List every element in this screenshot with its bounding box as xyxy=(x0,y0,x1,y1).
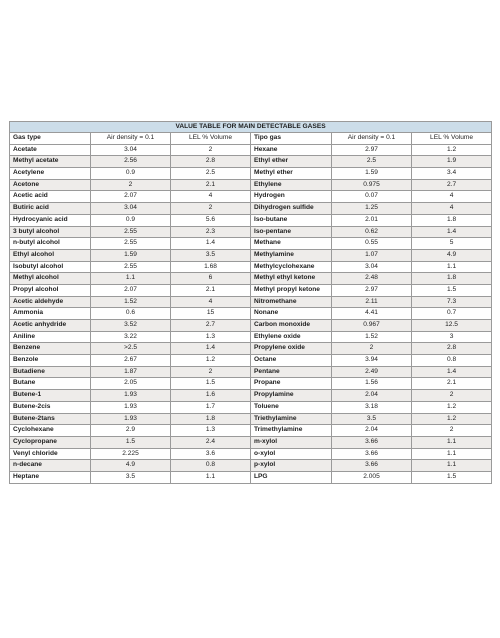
lel-volume-cell: 4 xyxy=(412,203,492,215)
gas-name-cell: Methyl ethyl ketone xyxy=(251,273,332,285)
gas-name-cell: Cyclopropane xyxy=(10,436,91,448)
air-density-cell: 3.94 xyxy=(332,355,412,367)
lel-volume-cell: 1.4 xyxy=(412,366,492,378)
gas-name-cell: Propylene oxide xyxy=(251,343,332,355)
table-row xyxy=(10,249,492,261)
gas-value-table xyxy=(9,121,492,484)
lel-volume-cell: 6 xyxy=(171,273,251,285)
gas-name-cell: Acetone xyxy=(10,179,91,191)
gas-name-cell: Ethyl ether xyxy=(251,156,332,168)
air-density-cell: 2.49 xyxy=(332,366,412,378)
air-density-cell: 1.52 xyxy=(91,296,171,308)
gas-name-cell: Methyl acetate xyxy=(10,156,91,168)
air-density-cell: 2.97 xyxy=(332,144,412,156)
lel-volume-cell: 2.8 xyxy=(171,156,251,168)
air-density-cell: 2.55 xyxy=(91,226,171,238)
lel-volume-cell: 1.9 xyxy=(412,156,492,168)
lel-volume-cell: 1.4 xyxy=(171,343,251,355)
lel-volume-cell: 3.5 xyxy=(171,249,251,261)
lel-volume-cell: 1.3 xyxy=(171,425,251,437)
gas-name-cell: Ethylene oxide xyxy=(251,331,332,343)
air-density-cell: 2.55 xyxy=(91,238,171,250)
lel-volume-cell: 1.6 xyxy=(171,390,251,402)
gas-name-cell: Pentane xyxy=(251,366,332,378)
gas-name-cell: Iso-butane xyxy=(251,214,332,226)
gas-name-cell: Ammonia xyxy=(10,308,91,320)
gas-name-cell: Propylamine xyxy=(251,390,332,402)
gas-name-cell: n-decane xyxy=(10,460,91,472)
lel-volume-cell: 2.5 xyxy=(171,168,251,180)
header-lel-volume: LEL % Volume xyxy=(171,133,251,145)
table-row xyxy=(10,331,492,343)
air-density-cell: 3.04 xyxy=(91,203,171,215)
air-density-cell: 1.25 xyxy=(332,203,412,215)
table-row xyxy=(10,203,492,215)
air-density-cell: 2.9 xyxy=(91,425,171,437)
gas-name-cell: Methylamine xyxy=(251,249,332,261)
lel-volume-cell: 2 xyxy=(171,203,251,215)
lel-volume-cell: 2 xyxy=(171,144,251,156)
air-density-cell: 1.93 xyxy=(91,413,171,425)
lel-volume-cell: 1.1 xyxy=(412,261,492,273)
air-density-cell: 0.6 xyxy=(91,308,171,320)
gas-name-cell: Nonane xyxy=(251,308,332,320)
gas-name-cell: Triethylamine xyxy=(251,413,332,425)
lel-volume-cell: 7.3 xyxy=(412,296,492,308)
gas-name-cell: Acetic acid xyxy=(10,191,91,203)
table-row xyxy=(10,179,492,191)
gas-name-cell: Methane xyxy=(251,238,332,250)
gas-name-cell: Hydrocyanic acid xyxy=(10,214,91,226)
header-tipo-gas: Tipo gas xyxy=(251,133,332,145)
air-density-cell: 0.975 xyxy=(332,179,412,191)
air-density-cell: 3.66 xyxy=(332,460,412,472)
lel-volume-cell: 0.8 xyxy=(412,355,492,367)
lel-volume-cell: 2.7 xyxy=(171,320,251,332)
air-density-cell: 3.52 xyxy=(91,320,171,332)
air-density-cell: 1.5 xyxy=(91,436,171,448)
lel-volume-cell: 1.4 xyxy=(171,238,251,250)
gas-name-cell: Benzene xyxy=(10,343,91,355)
table-row xyxy=(10,296,492,308)
gas-name-cell: Dihydrogen sulfide xyxy=(251,203,332,215)
lel-volume-cell: 2.1 xyxy=(171,179,251,191)
air-density-cell: 3.22 xyxy=(91,331,171,343)
lel-volume-cell: 2.3 xyxy=(171,226,251,238)
lel-volume-cell: 12.5 xyxy=(412,320,492,332)
gas-name-cell: p-xylol xyxy=(251,460,332,472)
table-row xyxy=(10,390,492,402)
air-density-cell: 1.93 xyxy=(91,390,171,402)
gas-name-cell: Butiric acid xyxy=(10,203,91,215)
air-density-cell: 1.52 xyxy=(332,331,412,343)
lel-volume-cell: 15 xyxy=(171,308,251,320)
gas-name-cell: Hydrogen xyxy=(251,191,332,203)
lel-volume-cell: 1.1 xyxy=(412,448,492,460)
lel-volume-cell: 1.3 xyxy=(171,331,251,343)
gas-name-cell: Methylcyclohexane xyxy=(251,261,332,273)
table-row xyxy=(10,144,492,156)
air-density-cell: 3.18 xyxy=(332,401,412,413)
gas-name-cell: Heptane xyxy=(10,471,91,483)
table-row xyxy=(10,343,492,355)
header-air-density-2: Air density = 0.1 xyxy=(332,133,412,145)
gas-name-cell: Acetic anhydride xyxy=(10,320,91,332)
gas-name-cell: Carbon monoxide xyxy=(251,320,332,332)
lel-volume-cell: 2 xyxy=(412,390,492,402)
gas-name-cell: Butene-2tans xyxy=(10,413,91,425)
gas-name-cell: n-butyl alcohol xyxy=(10,238,91,250)
header-lel-volume-2: LEL % Volume xyxy=(412,133,492,145)
table-row xyxy=(10,238,492,250)
gas-name-cell: Butene-1 xyxy=(10,390,91,402)
gas-name-cell: Toluene xyxy=(251,401,332,413)
air-density-cell: 4.41 xyxy=(332,308,412,320)
table-row xyxy=(10,401,492,413)
lel-volume-cell: 2.7 xyxy=(412,179,492,191)
table-row xyxy=(10,320,492,332)
table-row xyxy=(10,168,492,180)
gas-name-cell: Propane xyxy=(251,378,332,390)
lel-volume-cell: 2.1 xyxy=(412,378,492,390)
lel-volume-cell: 1.5 xyxy=(412,284,492,296)
table-row xyxy=(10,413,492,425)
air-density-cell: 2.01 xyxy=(332,214,412,226)
gas-name-cell: Nitromethane xyxy=(251,296,332,308)
gas-name-cell: Propyl alcohol xyxy=(10,284,91,296)
table-row xyxy=(10,308,492,320)
gas-name-cell: Acetic aldehyde xyxy=(10,296,91,308)
lel-volume-cell: 4 xyxy=(171,296,251,308)
gas-name-cell: Butadiene xyxy=(10,366,91,378)
air-density-cell: 2.225 xyxy=(91,448,171,460)
air-density-cell: 1.93 xyxy=(91,401,171,413)
gas-name-cell: Iso-pentane xyxy=(251,226,332,238)
gas-name-cell: Ethylene xyxy=(251,179,332,191)
lel-volume-cell: 2.4 xyxy=(171,436,251,448)
gas-name-cell: m-xylol xyxy=(251,436,332,448)
air-density-cell: 1.07 xyxy=(332,249,412,261)
air-density-cell: 0.967 xyxy=(332,320,412,332)
air-density-cell: 3.5 xyxy=(332,413,412,425)
table-row xyxy=(10,425,492,437)
air-density-cell: 1.56 xyxy=(332,378,412,390)
air-density-cell: 2 xyxy=(91,179,171,191)
gas-name-cell: Cyclohexane xyxy=(10,425,91,437)
lel-volume-cell: 0.7 xyxy=(412,308,492,320)
table-header-row xyxy=(10,133,492,145)
gas-name-cell: o-xylol xyxy=(251,448,332,460)
gas-name-cell: Venyl chloride xyxy=(10,448,91,460)
table-row xyxy=(10,436,492,448)
gas-name-cell: Butane xyxy=(10,378,91,390)
lel-volume-cell: 2.8 xyxy=(412,343,492,355)
air-density-cell: 2.55 xyxy=(91,261,171,273)
gas-name-cell: Acetate xyxy=(10,144,91,156)
air-density-cell: 2.07 xyxy=(91,284,171,296)
air-density-cell: 1.59 xyxy=(91,249,171,261)
air-density-cell: 0.07 xyxy=(332,191,412,203)
lel-volume-cell: 4 xyxy=(412,191,492,203)
lel-volume-cell: 4.9 xyxy=(412,249,492,261)
air-density-cell: 3.5 xyxy=(91,471,171,483)
gas-name-cell: Octane xyxy=(251,355,332,367)
gas-name-cell: Ethyl alcohol xyxy=(10,249,91,261)
table-row xyxy=(10,378,492,390)
table-title-row xyxy=(10,122,492,133)
table-row xyxy=(10,156,492,168)
air-density-cell: 2.48 xyxy=(332,273,412,285)
air-density-cell: 2.05 xyxy=(91,378,171,390)
air-density-cell: 3.66 xyxy=(332,448,412,460)
gas-name-cell: Acetylene xyxy=(10,168,91,180)
air-density-cell: 1.1 xyxy=(91,273,171,285)
air-density-cell: 2.56 xyxy=(91,156,171,168)
table-row xyxy=(10,214,492,226)
air-density-cell: 3.66 xyxy=(332,436,412,448)
lel-volume-cell: 2 xyxy=(412,425,492,437)
lel-volume-cell: 1.2 xyxy=(412,401,492,413)
gas-name-cell: Methyl alcohol xyxy=(10,273,91,285)
table-row xyxy=(10,366,492,378)
lel-volume-cell: 1.4 xyxy=(412,226,492,238)
lel-volume-cell: 4 xyxy=(171,191,251,203)
lel-volume-cell: 3.4 xyxy=(412,168,492,180)
air-density-cell: 3.04 xyxy=(332,261,412,273)
air-density-cell: 2.07 xyxy=(91,191,171,203)
air-density-cell: 2.5 xyxy=(332,156,412,168)
lel-volume-cell: 1.5 xyxy=(412,471,492,483)
air-density-cell: 2 xyxy=(332,343,412,355)
table-row xyxy=(10,191,492,203)
table-row xyxy=(10,355,492,367)
gas-name-cell: Butene-2cis xyxy=(10,401,91,413)
air-density-cell: 2.97 xyxy=(332,284,412,296)
lel-volume-cell: 1.8 xyxy=(171,413,251,425)
lel-volume-cell: 1.1 xyxy=(412,460,492,472)
air-density-cell: 0.9 xyxy=(91,168,171,180)
air-density-cell: 2.04 xyxy=(332,390,412,402)
air-density-cell: 2.11 xyxy=(332,296,412,308)
table-row xyxy=(10,448,492,460)
lel-volume-cell: 1.1 xyxy=(171,471,251,483)
table-title: VALUE TABLE FOR MAIN DETECTABLE GASES xyxy=(10,122,492,133)
table-row xyxy=(10,460,492,472)
gas-name-cell: Trimethylamine xyxy=(251,425,332,437)
gas-name-cell: LPG xyxy=(251,471,332,483)
gas-name-cell: Benzole xyxy=(10,355,91,367)
gas-name-cell: Methyl ether xyxy=(251,168,332,180)
gas-name-cell: Methyl propyl ketone xyxy=(251,284,332,296)
air-density-cell: 1.59 xyxy=(332,168,412,180)
air-density-cell: 2.67 xyxy=(91,355,171,367)
gas-name-cell: Aniline xyxy=(10,331,91,343)
air-density-cell: 2.04 xyxy=(332,425,412,437)
lel-volume-cell: 1.1 xyxy=(412,436,492,448)
lel-volume-cell: 1.68 xyxy=(171,261,251,273)
air-density-cell: 0.55 xyxy=(332,238,412,250)
lel-volume-cell: 5.6 xyxy=(171,214,251,226)
lel-volume-cell: 3.6 xyxy=(171,448,251,460)
lel-volume-cell: 1.7 xyxy=(171,401,251,413)
gas-name-cell: Hexane xyxy=(251,144,332,156)
lel-volume-cell: 1.2 xyxy=(412,144,492,156)
lel-volume-cell: 5 xyxy=(412,238,492,250)
lel-volume-cell: 1.8 xyxy=(412,273,492,285)
air-density-cell: 1.87 xyxy=(91,366,171,378)
header-air-density: Air density = 0.1 xyxy=(91,133,171,145)
lel-volume-cell: 1.5 xyxy=(171,378,251,390)
lel-volume-cell: 3 xyxy=(412,331,492,343)
lel-volume-cell: 1.2 xyxy=(171,355,251,367)
lel-volume-cell: 2.1 xyxy=(171,284,251,296)
gas-name-cell: 3 butyl alcohol xyxy=(10,226,91,238)
air-density-cell: 0.9 xyxy=(91,214,171,226)
air-density-cell: >2.5 xyxy=(91,343,171,355)
table-row xyxy=(10,273,492,285)
table-row xyxy=(10,471,492,483)
table-row xyxy=(10,284,492,296)
air-density-cell: 2.005 xyxy=(332,471,412,483)
table-row xyxy=(10,261,492,273)
air-density-cell: 4.9 xyxy=(91,460,171,472)
table-body xyxy=(10,144,492,483)
air-density-cell: 0.62 xyxy=(332,226,412,238)
lel-volume-cell: 0.8 xyxy=(171,460,251,472)
table-row xyxy=(10,226,492,238)
air-density-cell: 3.04 xyxy=(91,144,171,156)
gas-name-cell: Isobutyl alcohol xyxy=(10,261,91,273)
lel-volume-cell: 1.2 xyxy=(412,413,492,425)
lel-volume-cell: 1.8 xyxy=(412,214,492,226)
header-gas-type: Gas type xyxy=(10,133,91,145)
lel-volume-cell: 2 xyxy=(171,366,251,378)
